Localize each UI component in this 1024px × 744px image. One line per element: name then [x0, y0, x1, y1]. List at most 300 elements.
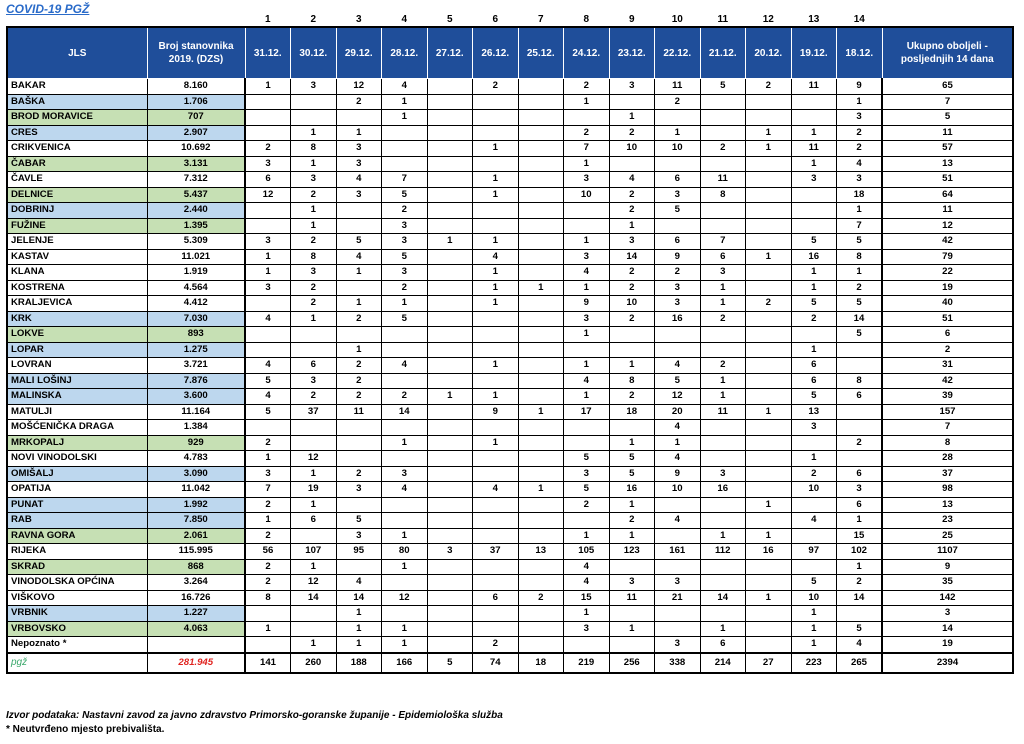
municipality-name: SKRAD — [7, 559, 147, 575]
case-count-cell — [746, 110, 792, 126]
row-total-cell: 11 — [882, 125, 1013, 141]
case-count-cell — [473, 342, 519, 358]
case-count-cell: 3 — [336, 141, 382, 157]
case-count-cell: 3 — [700, 265, 746, 281]
header-date: 19.12. — [791, 27, 837, 79]
case-count-cell: 10 — [609, 141, 655, 157]
case-count-cell — [427, 497, 473, 513]
case-count-cell — [336, 218, 382, 234]
case-count-cell: 2 — [609, 389, 655, 405]
municipality-name: NOVI VINODOLSKI — [7, 451, 147, 467]
case-count-cell: 1 — [336, 296, 382, 312]
case-count-cell — [473, 451, 519, 467]
column-number: 7 — [537, 14, 544, 25]
case-count-cell — [746, 280, 792, 296]
case-count-cell: 13 — [518, 544, 564, 560]
row-total-cell: 3 — [882, 606, 1013, 622]
case-count-cell: 2 — [609, 311, 655, 327]
case-count-cell: 12 — [336, 79, 382, 95]
case-count-cell — [700, 497, 746, 513]
case-count-cell — [245, 94, 291, 110]
case-count-cell — [427, 187, 473, 203]
population-cell: 11.042 — [147, 482, 245, 498]
case-count-cell — [336, 327, 382, 343]
case-count-cell: 5 — [564, 482, 610, 498]
case-count-cell: 2 — [837, 575, 883, 591]
population-cell: 1.384 — [147, 420, 245, 436]
row-total-cell: 42 — [882, 373, 1013, 389]
case-count-cell — [336, 420, 382, 436]
case-count-cell — [291, 528, 337, 544]
case-count-cell — [291, 435, 337, 451]
case-count-cell: 1 — [609, 497, 655, 513]
case-count-cell — [746, 389, 792, 405]
case-count-cell: 6 — [791, 373, 837, 389]
case-count-cell: 19 — [291, 482, 337, 498]
case-count-cell — [700, 451, 746, 467]
header-date: 18.12. — [837, 27, 883, 79]
case-count-cell: 1 — [655, 435, 701, 451]
case-count-cell — [518, 513, 564, 529]
table-row — [7, 544, 1013, 560]
row-total-cell: 25 — [882, 528, 1013, 544]
row-total-cell: 65 — [882, 79, 1013, 95]
case-count-cell — [427, 249, 473, 265]
case-count-cell: 4 — [336, 172, 382, 188]
case-count-cell — [336, 110, 382, 126]
totals-row — [7, 653, 1013, 673]
case-count-cell: 5 — [791, 296, 837, 312]
municipality-name: LOVRAN — [7, 358, 147, 374]
column-number: 13 — [808, 14, 820, 25]
daily-total-cell: 219 — [564, 653, 610, 673]
case-count-cell: 3 — [336, 156, 382, 172]
case-count-cell: 3 — [291, 172, 337, 188]
case-count-cell: 2 — [837, 141, 883, 157]
case-count-cell — [791, 327, 837, 343]
case-count-cell — [746, 311, 792, 327]
case-count-cell — [518, 110, 564, 126]
case-count-cell: 1 — [609, 358, 655, 374]
case-count-cell — [427, 358, 473, 374]
case-count-cell: 3 — [609, 234, 655, 250]
column-number: 9 — [628, 14, 635, 25]
case-count-cell — [382, 327, 428, 343]
table-row — [7, 79, 1013, 95]
case-count-cell: 6 — [791, 358, 837, 374]
case-count-cell: 8 — [291, 249, 337, 265]
header-date: 22.12. — [655, 27, 701, 79]
row-total-cell: 37 — [882, 466, 1013, 482]
case-count-cell: 14 — [837, 311, 883, 327]
case-count-cell — [427, 482, 473, 498]
population-cell: 1.706 — [147, 94, 245, 110]
case-count-cell: 6 — [473, 590, 519, 606]
daily-total-cell: 188 — [336, 653, 382, 673]
population-cell: 3.090 — [147, 466, 245, 482]
case-count-cell: 3 — [245, 234, 291, 250]
case-count-cell: 5 — [336, 513, 382, 529]
case-count-cell — [382, 141, 428, 157]
case-count-cell — [700, 420, 746, 436]
case-count-cell: 1 — [473, 172, 519, 188]
header-jls: JLS — [7, 27, 147, 79]
case-count-cell — [609, 637, 655, 653]
case-count-cell: 2 — [336, 94, 382, 110]
table-row — [7, 342, 1013, 358]
case-count-cell: 1 — [336, 637, 382, 653]
table-row — [7, 218, 1013, 234]
case-count-cell — [609, 559, 655, 575]
case-count-cell — [700, 156, 746, 172]
municipality-name: RAVNA GORA — [7, 528, 147, 544]
municipality-name: CRIKVENICA — [7, 141, 147, 157]
case-count-cell — [655, 110, 701, 126]
case-count-cell — [791, 110, 837, 126]
case-count-cell: 9 — [837, 79, 883, 95]
case-count-cell: 102 — [837, 544, 883, 560]
case-count-cell: 7 — [700, 234, 746, 250]
case-count-cell: 4 — [382, 482, 428, 498]
case-count-cell — [518, 451, 564, 467]
municipality-name: VRBNIK — [7, 606, 147, 622]
case-count-cell — [518, 637, 564, 653]
source-note: Izvor podataka: Nastavni zavod za javno zdravstvo Primorsko-goranske županije - Epidemiološka služba — [6, 710, 503, 721]
case-count-cell — [518, 435, 564, 451]
case-count-cell — [609, 156, 655, 172]
municipality-name: ČABAR — [7, 156, 147, 172]
case-count-cell — [791, 203, 837, 219]
case-count-cell — [427, 590, 473, 606]
case-count-cell: 5 — [609, 451, 655, 467]
case-count-cell — [700, 125, 746, 141]
case-count-cell — [564, 342, 610, 358]
case-count-cell: 1 — [564, 327, 610, 343]
case-count-cell: 2 — [336, 311, 382, 327]
case-count-cell — [837, 358, 883, 374]
case-count-cell — [473, 327, 519, 343]
case-count-cell — [746, 451, 792, 467]
row-total-cell: 6 — [882, 327, 1013, 343]
case-count-cell: 1 — [791, 606, 837, 622]
case-count-cell: 1 — [336, 342, 382, 358]
case-count-cell: 1 — [291, 311, 337, 327]
case-count-cell: 3 — [336, 482, 382, 498]
case-count-cell: 3 — [837, 172, 883, 188]
table-row — [7, 125, 1013, 141]
case-count-cell — [473, 420, 519, 436]
case-count-cell — [382, 420, 428, 436]
header-population: Broj stanovnika 2019. (DZS) — [147, 27, 245, 79]
municipality-name: ČAVLE — [7, 172, 147, 188]
case-count-cell — [291, 420, 337, 436]
case-count-cell: 14 — [382, 404, 428, 420]
case-count-cell — [791, 497, 837, 513]
row-total-cell: 64 — [882, 187, 1013, 203]
row-total-cell: 23 — [882, 513, 1013, 529]
population-cell: 1.227 — [147, 606, 245, 622]
case-count-cell: 2 — [473, 637, 519, 653]
case-count-cell: 3 — [245, 280, 291, 296]
case-count-cell — [518, 203, 564, 219]
row-total-cell: 28 — [882, 451, 1013, 467]
case-count-cell — [291, 94, 337, 110]
row-total-cell: 5 — [882, 110, 1013, 126]
case-count-cell — [245, 327, 291, 343]
population-cell: 4.063 — [147, 621, 245, 637]
case-count-cell: 1 — [791, 637, 837, 653]
case-count-cell: 4 — [382, 358, 428, 374]
case-count-cell — [655, 342, 701, 358]
population-cell: 10.692 — [147, 141, 245, 157]
table-row — [7, 590, 1013, 606]
case-count-cell: 3 — [564, 249, 610, 265]
case-count-cell: 1 — [382, 110, 428, 126]
case-count-cell: 2 — [837, 125, 883, 141]
pgz-label: pgž — [7, 653, 147, 673]
row-total-cell: 79 — [882, 249, 1013, 265]
case-count-cell — [837, 404, 883, 420]
municipality-name: DELNICE — [7, 187, 147, 203]
municipality-name: BAŠKA — [7, 94, 147, 110]
case-count-cell: 2 — [564, 497, 610, 513]
daily-total-cell: 27 — [746, 653, 792, 673]
case-count-cell: 10 — [791, 482, 837, 498]
case-count-cell — [791, 218, 837, 234]
municipality-name: KASTAV — [7, 249, 147, 265]
case-count-cell: 1 — [791, 265, 837, 281]
header-total: Ukupno oboljeli - posljednjih 14 dana — [882, 27, 1013, 79]
header-date: 20.12. — [746, 27, 792, 79]
case-count-cell — [427, 265, 473, 281]
case-count-cell: 3 — [609, 575, 655, 591]
population-cell: 4.412 — [147, 296, 245, 312]
case-count-cell: 5 — [791, 234, 837, 250]
case-count-cell: 1 — [700, 296, 746, 312]
case-count-cell — [791, 187, 837, 203]
case-count-cell: 1 — [382, 435, 428, 451]
case-count-cell: 3 — [245, 156, 291, 172]
case-count-cell: 1 — [473, 265, 519, 281]
municipality-name: KRK — [7, 311, 147, 327]
case-count-cell: 5 — [655, 203, 701, 219]
case-count-cell: 1 — [291, 125, 337, 141]
case-count-cell: 5 — [837, 327, 883, 343]
case-count-cell — [746, 513, 792, 529]
case-count-cell: 12 — [382, 590, 428, 606]
case-count-cell — [427, 141, 473, 157]
case-count-cell — [791, 94, 837, 110]
case-count-cell: 1 — [746, 125, 792, 141]
case-count-cell — [245, 420, 291, 436]
case-count-cell: 1 — [382, 296, 428, 312]
case-count-cell: 2 — [700, 141, 746, 157]
municipality-name: CRES — [7, 125, 147, 141]
case-count-cell: 16 — [746, 544, 792, 560]
case-count-cell: 8 — [609, 373, 655, 389]
case-count-cell: 1 — [291, 466, 337, 482]
daily-total-cell: 265 — [837, 653, 883, 673]
case-count-cell: 9 — [564, 296, 610, 312]
case-count-cell — [518, 358, 564, 374]
case-count-cell — [518, 327, 564, 343]
case-count-cell: 3 — [291, 265, 337, 281]
case-count-cell — [427, 280, 473, 296]
column-number: 10 — [671, 14, 683, 25]
case-count-cell: 5 — [700, 79, 746, 95]
case-count-cell: 18 — [609, 404, 655, 420]
case-count-cell: 1 — [245, 513, 291, 529]
case-count-cell: 1 — [564, 528, 610, 544]
case-count-cell: 11 — [791, 79, 837, 95]
case-count-cell: 4 — [382, 79, 428, 95]
case-count-cell: 6 — [245, 172, 291, 188]
case-count-cell: 1 — [655, 125, 701, 141]
case-count-cell: 1 — [291, 218, 337, 234]
table-row — [7, 466, 1013, 482]
case-count-cell: 6 — [700, 249, 746, 265]
case-count-cell — [291, 110, 337, 126]
case-count-cell: 10 — [655, 482, 701, 498]
case-count-cell: 5 — [564, 451, 610, 467]
case-count-cell: 11 — [336, 404, 382, 420]
case-count-cell: 1 — [746, 141, 792, 157]
case-count-cell — [518, 296, 564, 312]
case-count-cell: 1 — [427, 389, 473, 405]
case-count-cell: 14 — [700, 590, 746, 606]
case-count-cell: 1 — [837, 559, 883, 575]
case-count-cell — [746, 187, 792, 203]
case-count-cell — [245, 218, 291, 234]
header-date: 26.12. — [473, 27, 519, 79]
case-count-cell — [564, 218, 610, 234]
table-row — [7, 482, 1013, 498]
population-cell: 3.264 — [147, 575, 245, 591]
population-cell: 707 — [147, 110, 245, 126]
population-cell: 1.395 — [147, 218, 245, 234]
case-count-cell — [791, 435, 837, 451]
case-count-cell — [564, 513, 610, 529]
column-number: 12 — [762, 14, 774, 25]
population-cell: 7.876 — [147, 373, 245, 389]
case-count-cell: 12 — [291, 575, 337, 591]
case-count-cell: 1 — [291, 497, 337, 513]
case-count-cell: 1 — [609, 528, 655, 544]
case-count-cell — [427, 528, 473, 544]
case-count-cell — [336, 280, 382, 296]
case-count-cell: 10 — [655, 141, 701, 157]
case-count-cell: 2 — [382, 203, 428, 219]
case-count-cell — [518, 389, 564, 405]
case-count-cell — [473, 575, 519, 591]
case-count-cell: 13 — [791, 404, 837, 420]
case-count-cell: 3 — [427, 544, 473, 560]
case-count-cell: 14 — [609, 249, 655, 265]
case-count-cell: 1 — [473, 187, 519, 203]
case-count-cell — [837, 420, 883, 436]
row-total-cell: 51 — [882, 172, 1013, 188]
case-count-cell: 2 — [564, 79, 610, 95]
daily-total-cell: 256 — [609, 653, 655, 673]
case-count-cell: 20 — [655, 404, 701, 420]
case-count-cell — [518, 575, 564, 591]
case-count-cell — [473, 125, 519, 141]
population-cell: 2.907 — [147, 125, 245, 141]
case-count-cell — [746, 203, 792, 219]
case-count-cell: 1 — [473, 280, 519, 296]
case-count-cell: 4 — [473, 482, 519, 498]
case-count-cell — [746, 327, 792, 343]
row-total-cell: 39 — [882, 389, 1013, 405]
case-count-cell: 1 — [245, 451, 291, 467]
case-count-cell — [518, 125, 564, 141]
case-count-cell: 16 — [655, 311, 701, 327]
case-count-cell — [746, 373, 792, 389]
case-count-cell — [473, 203, 519, 219]
case-count-cell — [655, 528, 701, 544]
case-count-cell — [427, 125, 473, 141]
table-row — [7, 389, 1013, 405]
case-count-cell: 3 — [382, 466, 428, 482]
case-count-cell: 3 — [564, 311, 610, 327]
population-cell: 8.160 — [147, 79, 245, 95]
case-count-cell — [518, 466, 564, 482]
column-number: 8 — [583, 14, 590, 25]
case-count-cell — [245, 203, 291, 219]
case-count-cell: 3 — [655, 187, 701, 203]
case-count-cell — [746, 420, 792, 436]
case-count-cell: 2 — [382, 280, 428, 296]
case-count-cell — [518, 528, 564, 544]
table-row — [7, 528, 1013, 544]
case-count-cell: 1 — [609, 110, 655, 126]
case-count-cell: 4 — [655, 358, 701, 374]
case-count-cell: 1 — [791, 125, 837, 141]
case-count-cell: 2 — [245, 528, 291, 544]
population-cell: 11.021 — [147, 249, 245, 265]
population-cell: 3.600 — [147, 389, 245, 405]
case-count-cell: 10 — [609, 296, 655, 312]
case-count-cell: 37 — [473, 544, 519, 560]
case-count-cell — [655, 559, 701, 575]
population-total: 281.945 — [147, 653, 245, 673]
case-count-cell: 2 — [609, 265, 655, 281]
case-count-cell: 16 — [700, 482, 746, 498]
case-count-cell: 7 — [837, 218, 883, 234]
population-cell: 4.783 — [147, 451, 245, 467]
daily-total-cell: 74 — [473, 653, 519, 673]
case-count-cell: 112 — [700, 544, 746, 560]
case-count-cell — [518, 218, 564, 234]
case-count-cell: 1 — [382, 559, 428, 575]
case-count-cell — [746, 94, 792, 110]
case-count-cell — [427, 327, 473, 343]
daily-total-cell: 223 — [791, 653, 837, 673]
case-count-cell: 16 — [609, 482, 655, 498]
case-count-cell: 11 — [655, 79, 701, 95]
municipality-name: RIJEKA — [7, 544, 147, 560]
case-count-cell: 4 — [473, 249, 519, 265]
case-count-cell: 1 — [837, 513, 883, 529]
case-count-cell: 107 — [291, 544, 337, 560]
daily-total-cell: 166 — [382, 653, 428, 673]
population-cell: 4.564 — [147, 280, 245, 296]
case-count-cell: 11 — [700, 404, 746, 420]
case-count-cell — [427, 311, 473, 327]
row-total-cell: 9 — [882, 559, 1013, 575]
case-count-cell: 1 — [336, 125, 382, 141]
case-count-cell — [245, 125, 291, 141]
